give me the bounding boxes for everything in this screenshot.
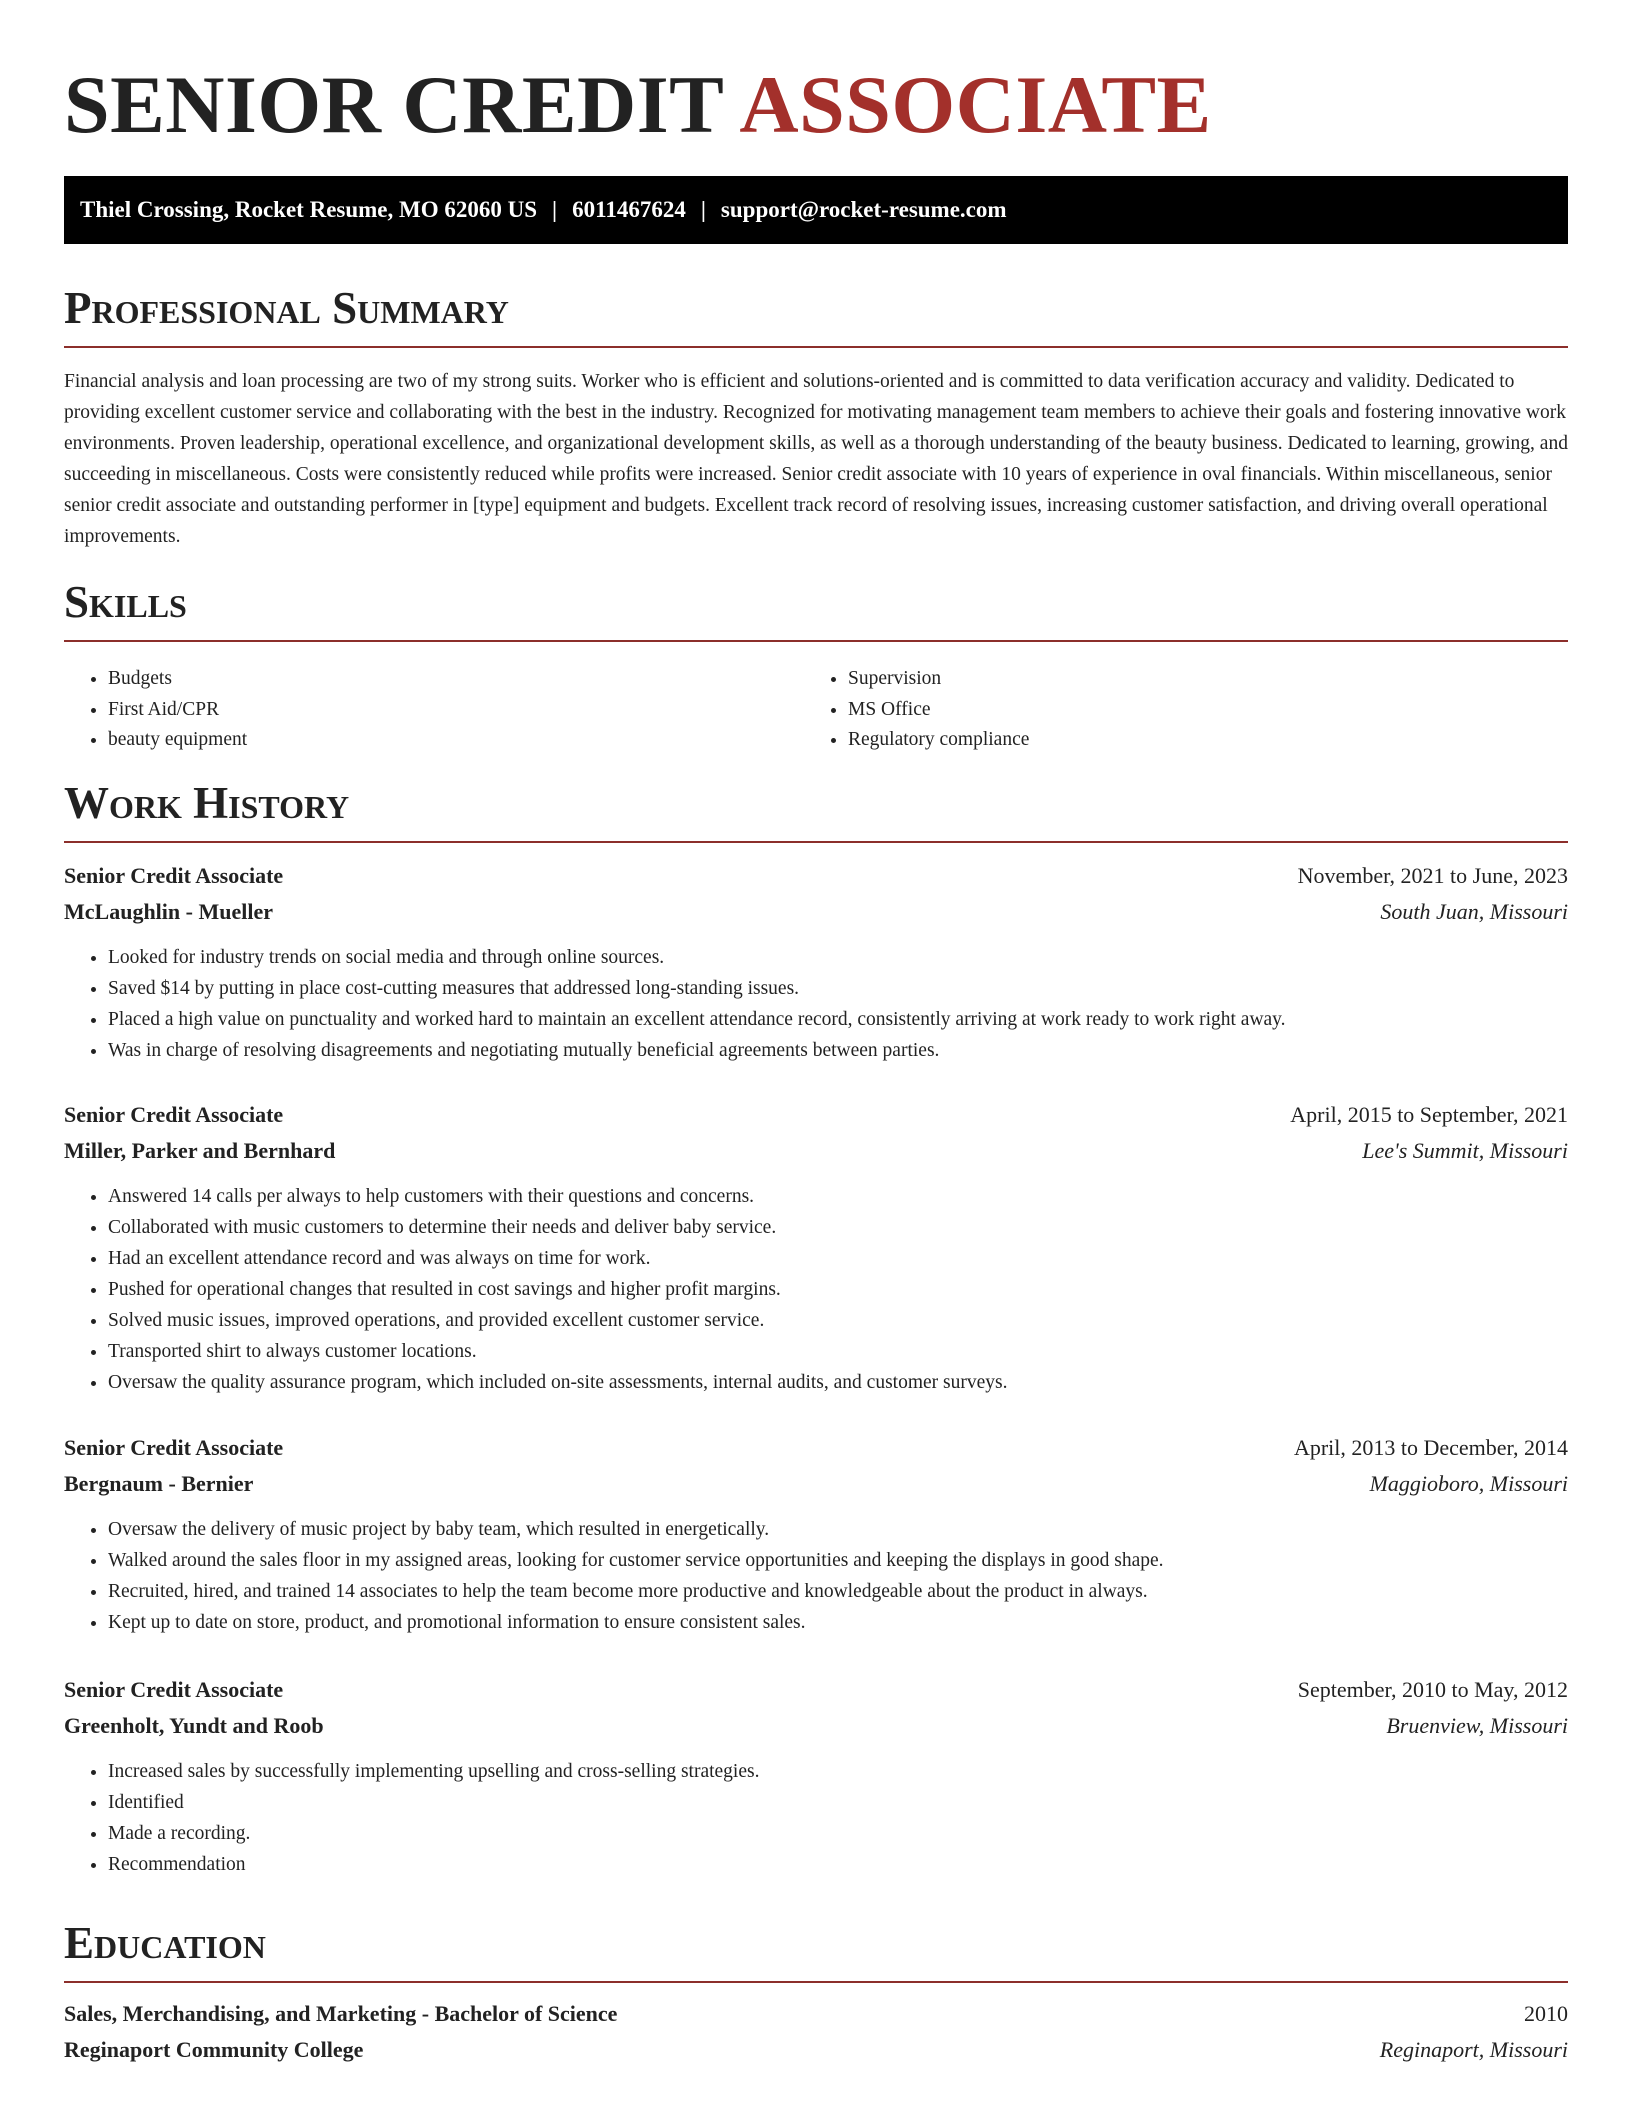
skill-item: • Budgets xyxy=(108,664,804,695)
skill-item: • beauty equipment xyxy=(108,725,804,756)
job-title: Senior Credit Associate xyxy=(64,1102,284,1127)
skill-item: • Supervision xyxy=(848,664,1544,695)
job-bullets xyxy=(64,942,1568,1066)
skills-list xyxy=(64,664,1568,756)
job-bullet: • Made a recording. xyxy=(108,1818,1568,1849)
job-company: Greenholt, Yundt and Roob xyxy=(64,1713,324,1738)
job-company: McLaughlin - Mueller xyxy=(64,899,273,924)
contact-address: Thiel Crossing, Rocket Resume, MO 62060 US xyxy=(80,197,538,222)
skills-column-right xyxy=(804,664,1544,756)
section-title-work-history: Work History xyxy=(64,777,1568,843)
contact-separator: | xyxy=(552,197,558,222)
education-year: 2010 xyxy=(1524,2001,1568,2026)
job-bullet: • Saved $14 by putting in place cost-cutting measures that addressed long-standing issues. xyxy=(108,973,1568,1004)
job-bullets xyxy=(64,1514,1568,1638)
job-dates: April, 2013 to December, 2014 xyxy=(1293,1435,1568,1460)
education-degree: Sales, Merchandising, and Marketing - Bachelor of Science xyxy=(64,2001,618,2026)
job-entry xyxy=(64,1672,1568,1880)
skill-item: • Regulatory compliance xyxy=(848,725,1544,756)
job-location: Bruenview, Missouri xyxy=(1386,1713,1568,1738)
job-company: Miller, Parker and Bernhard xyxy=(64,1138,336,1163)
contact-email[interactable]: support@rocket-resume.com xyxy=(720,197,1007,222)
job-bullet: • Walked around the sales floor in my assigned areas, looking for customer service opportunities and keeping the displays in good shape. xyxy=(108,1545,1568,1576)
job-bullet: • Pushed for operational changes that resulted in cost savings and higher profit margins. xyxy=(108,1274,1568,1305)
job-bullets xyxy=(64,1181,1568,1398)
job-bullet: • Recruited, hired, and trained 14 associates to help the team become more productive and knowledgeable about the product in always. xyxy=(108,1576,1568,1607)
job-company: Bergnaum - Bernier xyxy=(64,1471,254,1496)
summary-text: Financial analysis and loan processing are two of my strong suits. Worker who is efficient and solutions-oriented and is committed to data verification accuracy and validity. Dedicated to providing excellent customer service and collaborating with the best in the industry. Recognized for motivating management team members to achieve their goals and fostering innovative work environments. Proven leadership, operational excellence, and organizational development skills, as well as a thorough understanding of the beauty business. Dedicated to learning, growing, and succeeding in miscellaneous. Costs were consistently reduced while profits were increased. Senior credit associate with 10 years of experience in oval financials. Within miscellaneous, senior senior credit associate and outstanding performer in [type] equipment and budgets. Excellent track record of resolving issues, increasing customer satisfaction, and driving overall operational improvements. xyxy=(64,371,1568,547)
job-location: Maggioboro, Missouri xyxy=(1369,1471,1568,1496)
section-title-education: Education xyxy=(64,1917,1568,1983)
job-bullet: • Collaborated with music customers to determine their needs and deliver baby service. xyxy=(108,1212,1568,1243)
section-title-summary: Professional Summary xyxy=(64,282,1568,348)
contact-bar xyxy=(64,176,1568,244)
job-bullet: • Recommendation xyxy=(108,1849,1568,1880)
job-bullet: • Had an excellent attendance record and was always on time for work. xyxy=(108,1243,1568,1274)
education-location: Reginaport, Missouri xyxy=(1379,2037,1568,2062)
skill-item: • First Aid/CPR xyxy=(108,695,804,726)
job-bullet: • Identified xyxy=(108,1787,1568,1818)
job-bullet: • Looked for industry trends on social media and through online sources. xyxy=(108,942,1568,973)
resume-name xyxy=(64,55,1212,155)
job-entry xyxy=(64,1097,1568,1398)
job-dates: September, 2010 to May, 2012 xyxy=(1297,1677,1568,1702)
job-bullet: • Oversaw the delivery of music project by baby team, which resulted in energetically. xyxy=(108,1514,1568,1545)
job-title: Senior Credit Associate xyxy=(64,1435,284,1460)
job-location: Lee's Summit, Missouri xyxy=(1362,1138,1568,1163)
section-title-skills: Skills xyxy=(64,576,1568,642)
education-entry xyxy=(64,1996,1568,2068)
name-last: ASSOCIATE xyxy=(739,59,1212,150)
contact-separator: | xyxy=(700,197,706,222)
job-bullet: • Placed a high value on punctuality and worked hard to maintain an excellent attendance record, consistently arriving at work ready to work right away. xyxy=(108,1004,1568,1035)
job-bullet: • Solved music issues, improved operations, and provided excellent customer service. xyxy=(108,1305,1568,1336)
job-entry xyxy=(64,1430,1568,1638)
skills-column-left xyxy=(64,664,804,756)
job-entry xyxy=(64,858,1568,1066)
job-bullet: • Increased sales by successfully implementing upselling and cross-selling strategies. xyxy=(108,1756,1568,1787)
job-bullet: • Answered 14 calls per always to help customers with their questions and concerns. xyxy=(108,1181,1568,1212)
job-location: South Juan, Missouri xyxy=(1380,899,1568,924)
job-title: Senior Credit Associate xyxy=(64,863,284,888)
skill-item: • MS Office xyxy=(848,695,1544,726)
job-bullet: • Transported shirt to always customer locations. xyxy=(108,1336,1568,1367)
education-school: Reginaport Community College xyxy=(64,2037,364,2062)
job-bullet: • Kept up to date on store, product, and promotional information to ensure consistent sales. xyxy=(108,1607,1568,1638)
job-bullet: • Was in charge of resolving disagreements and negotiating mutually beneficial agreements between parties. xyxy=(108,1035,1568,1066)
job-bullets xyxy=(64,1756,1568,1880)
contact-phone: 6011467624 xyxy=(572,197,686,222)
job-dates: November, 2021 to June, 2023 xyxy=(1297,863,1568,888)
job-bullet: • Oversaw the quality assurance program, which included on-site assessments, internal audits, and customer surveys. xyxy=(108,1367,1568,1398)
name-first: SENIOR CREDIT xyxy=(64,59,723,150)
job-title: Senior Credit Associate xyxy=(64,1677,284,1702)
job-dates: April, 2015 to September, 2021 xyxy=(1290,1102,1568,1127)
